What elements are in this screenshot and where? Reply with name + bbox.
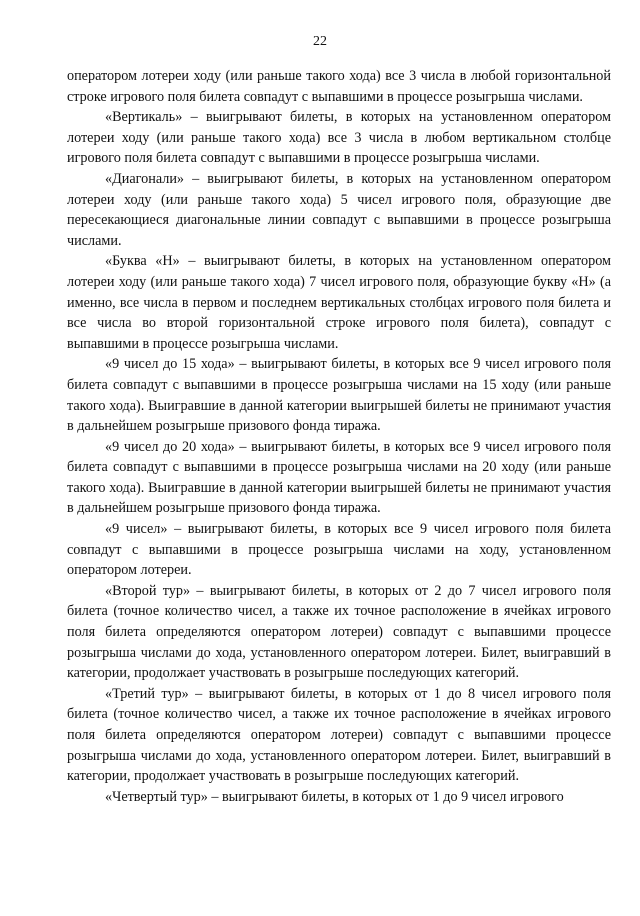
paragraph: «9 чисел до 15 хода» – выигрывают билеты, в которых все 9 чисел игрового поля билета совпадут с выпавшими в процессе розыгрыша числами на 15 ходу (или раньше такого хода). Выигравшие в данной категории выигрышей билеты не принимают участия в дальнейшем розыгрыше призового фонда тиража. [67, 356, 611, 435]
paragraph: «Диагонали» – выигрывают билеты, в которых на установленном оператором лотереи ходу (или раньше такого хода) 5 чисел игрового поля, образующие две пересекающиеся диагональные линии совпадут с выпавшими в процессе розыгрыша числами. [67, 170, 611, 249]
paragraph: оператором лотереи ходу (или раньше такого хода) все 3 числа в любой горизонтальной строке игрового поля билета совпадут с выпавшими в процессе розыгрыша числами. [67, 68, 611, 105]
paragraph: «Второй тур» – выигрывают билеты, в которых от 2 до 7 чисел игрового поля билета (точное количество чисел, а также их точное расположение в ячейках игрового поля билета определяются оператором лотереи) совпадут с выпавшими процессе розыгрыша числами до хода, установленного оператором лотереи. Билет, выигравший в категории, продолжает участвовать в розыгрыше последующих категорий. [67, 582, 611, 682]
paragraph: «9 чисел до 20 хода» – выигрывают билеты, в которых все 9 чисел игрового поля билета совпадут с выпавшими в процессе розыгрыша числами на 20 ходу (или раньше такого хода). Выигравшие в данной категории выигрышей билеты не принимают участия в дальнейшем розыгрыше призового фонда тиража. [67, 438, 611, 517]
paragraph: «Буква «Н» – выигрывают билеты, в которых на установленном оператором лотереи ходу (или раньше такого хода) 7 чисел игрового поля, образующие букву «Н» (а именно, все числа в первом и последнем вертикальных столбцах игрового поля билета и все числа во второй горизонтальной строке игрового поля билета), совпадут с выпавшими в процессе розыгрыша числами. [67, 253, 611, 352]
document-body [67, 66, 611, 807]
paragraph: «9 чисел» – выигрывают билеты, в которых все 9 чисел игрового поля билета совпадут с выпавшими в процессе розыгрыша числами на ходу, установленном оператором лотереи. [67, 521, 611, 579]
paragraph: «Четвертый тур» – выигрывают билеты, в которых от 1 до 9 чисел игрового [105, 788, 564, 805]
paragraph: «Вертикаль» – выигрывают билеты, в которых на установленном оператором лотереи ходу (или раньше такого хода) все 3 числа в любом вертикальном столбце игрового поля билета совпадут с выпавшими в процессе розыгрыша числами. [67, 109, 611, 167]
paragraph: «Третий тур» – выигрывают билеты, в которых от 1 до 8 чисел игрового поля билета (точное количество чисел, а также их точное расположение в ячейках игрового поля билета определяются оператором лотереи) совпадут с выпавшими процессе розыгрыша числами до хода, установленного оператором лотереи. Билет, выигравший в категории, продолжает участвовать в розыгрыше последующих категорий. [67, 685, 611, 785]
page-number: 22 [313, 34, 327, 49]
